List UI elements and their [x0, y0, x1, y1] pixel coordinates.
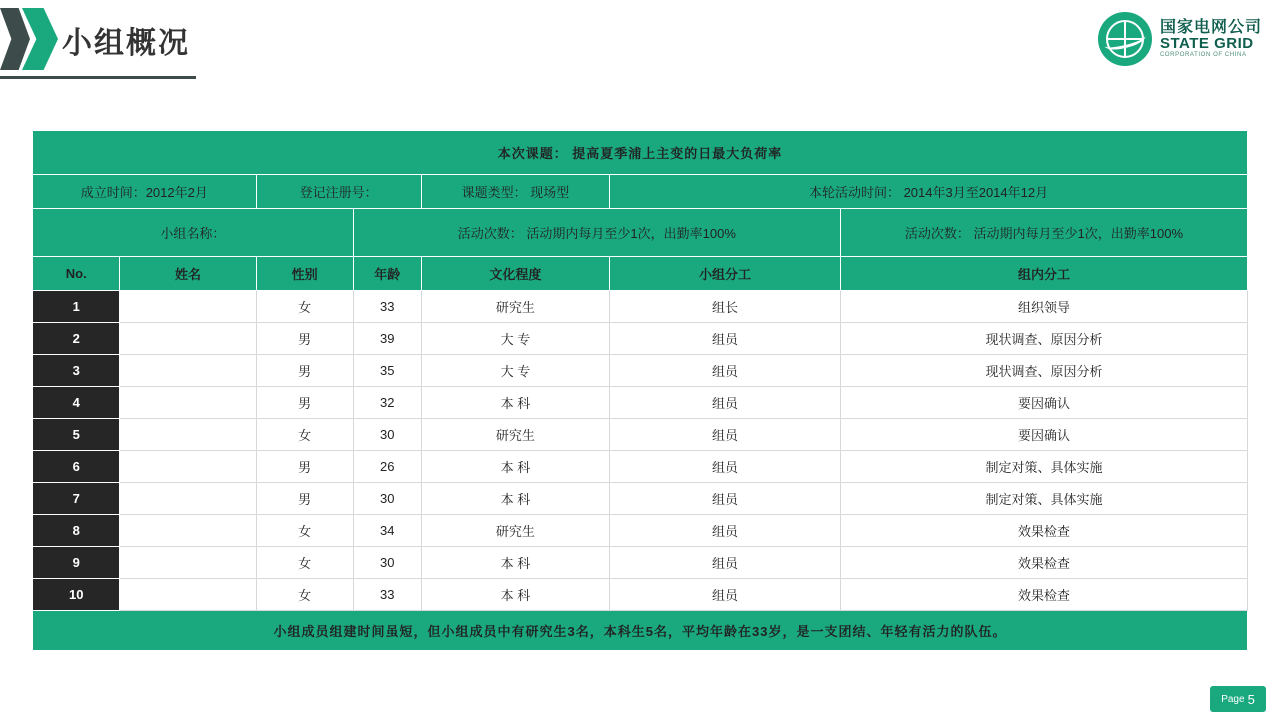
cell-name — [120, 291, 256, 323]
table-row — [33, 515, 1248, 547]
globe-icon — [1098, 12, 1152, 66]
table-row — [33, 291, 1248, 323]
cell-age: 33 — [353, 579, 421, 611]
cell-duty: 组织领导 — [840, 291, 1247, 323]
cell-age: 33 — [353, 291, 421, 323]
cell-age: 30 — [353, 483, 421, 515]
table-row — [33, 323, 1248, 355]
column-header-group-role: 小组分工 — [610, 257, 841, 291]
cell-age: 34 — [353, 515, 421, 547]
cell-sex: 男 — [256, 451, 353, 483]
cell-name — [120, 451, 256, 483]
column-header-sex: 性别 — [256, 257, 353, 291]
chevron-dark-icon — [0, 8, 30, 70]
table-row — [33, 419, 1248, 451]
team-overview-table — [32, 130, 1248, 651]
cell-education: 大 专 — [421, 355, 609, 387]
info-registration: 登记注册号： — [256, 175, 421, 209]
cell-name — [120, 547, 256, 579]
cell-age: 30 — [353, 547, 421, 579]
cell-name — [120, 515, 256, 547]
info-activity-count-2: 活动次数： 活动期内每月至少1次，出勤率100% — [840, 209, 1247, 257]
table-summary-row — [33, 611, 1248, 651]
cell-sex: 女 — [256, 515, 353, 547]
cell-group-role: 组员 — [610, 451, 841, 483]
state-grid-logo — [1098, 12, 1262, 66]
cell-education: 大 专 — [421, 323, 609, 355]
column-header-duty: 组内分工 — [840, 257, 1247, 291]
info-team-name: 小组名称： — [33, 209, 354, 257]
cell-no: 1 — [33, 291, 120, 323]
cell-duty: 制定对策、具体实施 — [840, 451, 1247, 483]
cell-no: 3 — [33, 355, 120, 387]
cell-group-role: 组员 — [610, 547, 841, 579]
table-title: 本次课题： 提高夏季浦上主变的日最大负荷率 — [33, 131, 1248, 175]
cell-group-role: 组员 — [610, 483, 841, 515]
cell-no: 9 — [33, 547, 120, 579]
table-row — [33, 451, 1248, 483]
cell-sex: 女 — [256, 291, 353, 323]
cell-group-role: 组员 — [610, 515, 841, 547]
column-header-education: 文化程度 — [421, 257, 609, 291]
table-summary: 小组成员组建时间虽短，但小组成员中有研究生3名，本科生5名，平均年龄在33岁，是一支团结、年轻有活力的队伍。 — [33, 611, 1248, 651]
table-row — [33, 547, 1248, 579]
cell-no: 4 — [33, 387, 120, 419]
table-row — [33, 355, 1248, 387]
column-header-no: No. — [33, 257, 120, 291]
cell-duty: 现状调查、原因分析 — [840, 355, 1247, 387]
cell-group-role: 组员 — [610, 419, 841, 451]
cell-duty: 效果检查 — [840, 547, 1247, 579]
cell-sex: 男 — [256, 323, 353, 355]
page-number-badge — [1210, 686, 1266, 712]
cell-no: 5 — [33, 419, 120, 451]
logo-text — [1160, 20, 1262, 59]
page-title: 小组概况 — [62, 27, 190, 60]
cell-group-role: 组员 — [610, 355, 841, 387]
cell-sex: 女 — [256, 419, 353, 451]
info-topic-type: 课题类型： 现场型 — [421, 175, 609, 209]
info-activity-period: 本轮活动时间： 2014年3月至2014年12月 — [610, 175, 1248, 209]
column-header-name: 姓名 — [120, 257, 256, 291]
cell-sex: 男 — [256, 355, 353, 387]
cell-age: 32 — [353, 387, 421, 419]
cell-sex: 男 — [256, 483, 353, 515]
column-header-age: 年龄 — [353, 257, 421, 291]
cell-education: 本 科 — [421, 451, 609, 483]
cell-name — [120, 323, 256, 355]
cell-sex: 男 — [256, 387, 353, 419]
cell-no: 2 — [33, 323, 120, 355]
table-row — [33, 483, 1248, 515]
cell-age: 26 — [353, 451, 421, 483]
cell-sex: 女 — [256, 579, 353, 611]
slide-header — [0, 0, 1280, 82]
table-info-row-2 — [33, 209, 1248, 257]
cell-age: 30 — [353, 419, 421, 451]
cell-name — [120, 483, 256, 515]
cell-no: 8 — [33, 515, 120, 547]
logo-company-sub: CORPORATION OF CHINA — [1159, 52, 1247, 59]
cell-group-role: 组员 — [610, 323, 841, 355]
cell-sex: 女 — [256, 547, 353, 579]
cell-education: 本 科 — [421, 387, 609, 419]
cell-education: 本 科 — [421, 547, 609, 579]
cell-duty: 效果检查 — [840, 515, 1247, 547]
table-title-row — [33, 131, 1248, 175]
cell-no: 10 — [33, 579, 120, 611]
cell-duty: 要因确认 — [840, 419, 1247, 451]
cell-duty: 效果检查 — [840, 579, 1247, 611]
table-info-row-1 — [33, 175, 1248, 209]
table-header-row — [33, 257, 1248, 291]
cell-group-role: 组员 — [610, 579, 841, 611]
table-row — [33, 387, 1248, 419]
cell-education: 研究生 — [421, 515, 609, 547]
cell-education: 本 科 — [421, 483, 609, 515]
title-underline — [0, 76, 196, 79]
cell-name — [120, 387, 256, 419]
logo-company-en: STATE GRID — [1159, 35, 1254, 53]
cell-group-role: 组长 — [610, 291, 841, 323]
table-row — [33, 579, 1248, 611]
cell-name — [120, 355, 256, 387]
cell-age: 39 — [353, 323, 421, 355]
cell-education: 研究生 — [421, 291, 609, 323]
cell-education: 本 科 — [421, 579, 609, 611]
cell-group-role: 组员 — [610, 387, 841, 419]
cell-age: 35 — [353, 355, 421, 387]
page-label: Page — [1221, 693, 1245, 705]
info-founded: 成立时间：2012年2月 — [33, 175, 257, 209]
cell-name — [120, 419, 256, 451]
cell-duty: 要因确认 — [840, 387, 1247, 419]
cell-duty: 现状调查、原因分析 — [840, 323, 1247, 355]
chevron-decoration — [0, 8, 58, 70]
page-number: 5 — [1247, 691, 1255, 707]
cell-no: 7 — [33, 483, 120, 515]
cell-no: 6 — [33, 451, 120, 483]
info-activity-count: 活动次数： 活动期内每月至少1次，出勤率100% — [353, 209, 840, 257]
logo-company-cn: 国家电网公司 — [1159, 18, 1262, 36]
cell-duty: 制定对策、具体实施 — [840, 483, 1247, 515]
cell-name — [120, 579, 256, 611]
cell-education: 研究生 — [421, 419, 609, 451]
